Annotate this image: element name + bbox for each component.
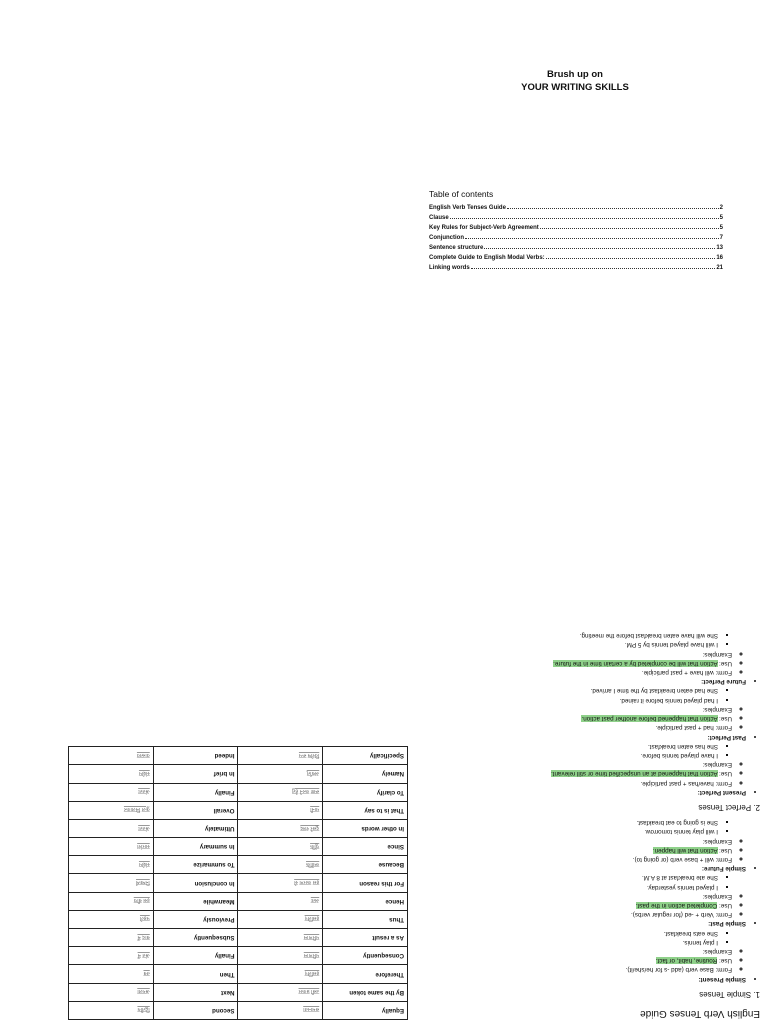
linking-word-translation: संक्षेप	[69, 765, 154, 783]
toc-entry-label: Conjunction	[429, 235, 464, 241]
linking-word: Second	[153, 1001, 238, 1019]
use-highlight: Action that happened before another past action.	[581, 715, 718, 723]
tense-name: Present Perfect:	[697, 788, 746, 796]
use-highlight: Routine, habit, or fact.	[655, 957, 718, 965]
use-highlight: Action that will be completed by a certain time in the future.	[553, 659, 718, 667]
use-highlight: Action that happened at an unspecified time or still relevant.	[551, 770, 718, 778]
example: ▪ She had eaten breakfast by the time I arrived.	[420, 686, 718, 695]
linking-word-translation: सारांश	[69, 838, 154, 856]
example: ▪ She has eaten breakfast.	[420, 742, 718, 751]
tense-use	[420, 956, 732, 965]
section-heading: 1. Simple Tenses	[699, 989, 760, 999]
table-row	[69, 874, 408, 892]
linking-word-translation: अर्थात्	[238, 765, 323, 783]
tense-use	[420, 846, 732, 855]
linking-word: Then	[153, 965, 238, 983]
linking-word: Previously	[153, 910, 238, 928]
example: ▪ She ate breakfast at 8 A.M.	[420, 873, 718, 882]
tense-name: Future Perfect:	[701, 678, 746, 686]
tense-item	[420, 631, 746, 686]
example: ▪ She eats breakfast.	[420, 928, 718, 937]
linking-word-translation: अतः	[238, 892, 323, 910]
tense-item	[420, 742, 746, 797]
example: ▪ I have played tennis before.	[420, 751, 718, 760]
example: ▪ She will have eaten breakfast before the meeting.	[420, 631, 718, 640]
linking-word-translation: संक्षेप	[69, 856, 154, 874]
linking-word-translation: अंततः	[69, 783, 154, 801]
linking-word-translation: उसी प्रकार	[238, 983, 323, 1001]
tense-use	[420, 769, 732, 778]
tense-form: ◦ Form: Verb + -ed (for regular verbs).	[420, 910, 732, 919]
linking-word-translation: यानी	[238, 801, 323, 819]
toc-entry-page: 7	[719, 235, 723, 241]
use-highlight: Action that will happen.	[652, 846, 718, 854]
examples-text: Examples:	[702, 761, 732, 769]
linking-word-translation: पहले	[69, 910, 154, 928]
linking-word-translation: अंततः	[69, 819, 154, 837]
linking-word-translation: द्वितीय	[69, 1001, 154, 1019]
example: ▪ She is going to eat breakfast.	[420, 818, 718, 827]
linking-word: As a result	[323, 929, 408, 947]
toc-entry-label: Key Rules for Subject-Verb Agreement	[429, 225, 539, 231]
linking-word-translation: बाद में	[69, 929, 154, 947]
use-prefix: Use:	[717, 901, 732, 909]
examples-label	[420, 928, 732, 956]
linking-word-translation: स्पष्ट करने हेतु	[238, 783, 323, 801]
examples-text: Examples:	[702, 947, 732, 955]
linking-word: Therefore	[323, 965, 408, 983]
linking-word: To clarify	[323, 783, 408, 801]
tense-item	[420, 818, 746, 873]
tense-form: ◦ Form: had + past participle.	[420, 723, 732, 732]
linking-word: That is to say	[323, 801, 408, 819]
linking-word: Indeed	[153, 747, 238, 765]
linking-word-translation: निष्कर्ष	[69, 874, 154, 892]
linking-words-table	[68, 746, 408, 1020]
linking-word: Thus	[323, 910, 408, 928]
tense-form: ◦ Form: Base verb (add -s for he/she/it).	[420, 965, 732, 974]
table-row	[69, 892, 408, 910]
table-row	[69, 947, 408, 965]
linking-word-translation: इस कारण से	[238, 874, 323, 892]
linking-word-translation: समानता	[238, 1001, 323, 1019]
table-row	[69, 819, 408, 837]
toc-entry-page: 13	[716, 245, 723, 251]
linking-word: Next	[153, 983, 238, 1001]
toc-leader	[450, 217, 719, 219]
tense-name: Simple Present:	[698, 975, 746, 983]
tense-form: ◦ Form: have/has + past participle.	[420, 778, 732, 787]
linking-word-translation: परिणाम	[238, 947, 323, 965]
linking-word: Finally	[153, 947, 238, 965]
toc-leader	[540, 227, 719, 229]
cover-title-line1: Brush up on	[547, 69, 603, 80]
examples-text: Examples:	[702, 705, 732, 713]
table-row	[69, 856, 408, 874]
examples-label	[420, 742, 732, 770]
linking-word: Hence	[323, 892, 408, 910]
examples-text: Examples:	[702, 837, 732, 845]
examples-text: Examples:	[702, 650, 732, 658]
examples-label	[420, 818, 732, 846]
use-prefix: Use:	[717, 846, 732, 854]
cover-title	[470, 68, 680, 94]
toc-entry-page: 2	[719, 205, 723, 211]
linking-word: In other words	[323, 819, 408, 837]
tense-name: Past Perfect:	[707, 733, 746, 741]
linking-word-translation: तब	[69, 965, 154, 983]
linking-word: To summarize	[153, 856, 238, 874]
linking-word: Namely	[323, 765, 408, 783]
toc-entry-label: Sentence structure	[429, 245, 484, 251]
use-highlight: Completed action in the past.	[635, 901, 718, 909]
toc-heading: Table of contents	[429, 189, 494, 199]
guide-title: English Verb Tenses Guide	[640, 1008, 760, 1019]
examples-label	[420, 873, 732, 901]
toc-entry-label: Clause	[429, 215, 449, 221]
toc-entry[interactable]	[429, 203, 723, 213]
use-prefix: Use:	[717, 715, 732, 723]
toc-leader	[546, 257, 716, 259]
table-row	[69, 747, 408, 765]
table-row	[69, 765, 408, 783]
example: ▪ I will play tennis tomorrow.	[420, 827, 718, 836]
linking-word-translation: दूसरे शब्द	[238, 819, 323, 837]
table-row	[69, 983, 408, 1001]
linking-word-translation: इसलिए	[238, 910, 323, 928]
linking-word: In summary	[153, 838, 238, 856]
linking-word: Since	[323, 838, 408, 856]
linking-word: In conclusion	[153, 874, 238, 892]
tense-use	[420, 714, 732, 723]
tense-use	[420, 659, 732, 668]
table-row	[69, 801, 408, 819]
toc-entry-page: 16	[716, 255, 723, 261]
linking-word: For this reason	[323, 874, 408, 892]
linking-word-translation: चूंकि	[238, 838, 323, 856]
linking-word-translation: इसलिए	[238, 965, 323, 983]
linking-word: Ultimately	[153, 819, 238, 837]
toc-entry-label: Complete Guide to English Modal Verbs:	[429, 255, 545, 261]
tense-name: Simple Future:	[701, 865, 746, 873]
toc-leader	[465, 237, 719, 239]
use-prefix: Use:	[717, 957, 732, 965]
linking-word-translation: विशेष रूप	[238, 747, 323, 765]
linking-word: By the same token	[323, 983, 408, 1001]
linking-word: Finally	[153, 783, 238, 801]
verb-tenses-page	[420, 604, 760, 1020]
toc-entry-page: 5	[719, 215, 723, 221]
examples-label	[420, 686, 732, 714]
use-prefix: Use:	[717, 659, 732, 667]
toc-leader	[507, 207, 719, 209]
section-heading: 2. Perfect Tenses	[698, 802, 760, 812]
tense-item	[420, 928, 746, 983]
toc-entry[interactable]	[429, 233, 723, 243]
tense-name: Simple Past:	[708, 920, 746, 928]
toc-entry[interactable]	[429, 213, 723, 223]
linking-word: Meanwhile	[153, 892, 238, 910]
toc-entry[interactable]	[429, 243, 723, 253]
linking-word: Specifically	[323, 747, 408, 765]
use-prefix: Use:	[717, 770, 732, 778]
table-row	[69, 1001, 408, 1019]
examples-label	[420, 631, 732, 659]
toc-entry[interactable]	[429, 253, 723, 263]
example: ▪ I had played tennis before it rained.	[420, 696, 718, 705]
table-row	[69, 910, 408, 928]
linking-word-translation: अंत में	[69, 947, 154, 965]
table-row	[69, 838, 408, 856]
linking-word: Overall	[153, 801, 238, 819]
tense-form: ◦ Form: will have + past participle.	[420, 668, 732, 677]
tense-use	[420, 901, 732, 910]
toc-entry[interactable]	[429, 223, 723, 233]
examples-text: Examples:	[702, 892, 732, 900]
linking-table-body	[69, 747, 408, 1020]
linking-word-translation: अगला	[69, 983, 154, 1001]
linking-word: Equally	[323, 1001, 408, 1019]
example: ▪ I play tennis.	[420, 938, 718, 947]
example: ▪ I will have played tennis by 5 PM.	[420, 640, 718, 649]
linking-word-translation: परिणाम	[238, 929, 323, 947]
table-row	[69, 929, 408, 947]
toc-entry-label: Linking words	[429, 265, 470, 271]
cover-title-line2: YOUR WRITING SKILLS	[521, 82, 629, 93]
table-row	[69, 965, 408, 983]
linking-word-translation: इस बीच	[69, 892, 154, 910]
tense-item	[420, 686, 746, 741]
toc-entry-label: English Verb Tenses Guide	[429, 205, 506, 211]
toc-entry-page: 5	[719, 225, 723, 231]
toc-leader	[484, 247, 715, 249]
table-of-contents	[429, 189, 723, 273]
table-row	[69, 783, 408, 801]
linking-word: In brief	[153, 765, 238, 783]
linking-word: Consequently	[323, 947, 408, 965]
linking-word-translation: वास्तव	[69, 747, 154, 765]
toc-leader	[471, 267, 716, 269]
linking-word-translation: क्योंकि	[238, 856, 323, 874]
linking-word: Because	[323, 856, 408, 874]
toc-entry-page: 21	[716, 265, 723, 271]
tense-item	[420, 873, 746, 928]
toc-entry[interactable]	[429, 263, 723, 273]
example: ▪ I played tennis yesterday.	[420, 882, 718, 891]
linking-word-translation: कुल मिलाकर	[69, 801, 154, 819]
linking-word: Subsequently	[153, 929, 238, 947]
tense-form: ◦ Form: will + base verb (or going to).	[420, 855, 732, 864]
